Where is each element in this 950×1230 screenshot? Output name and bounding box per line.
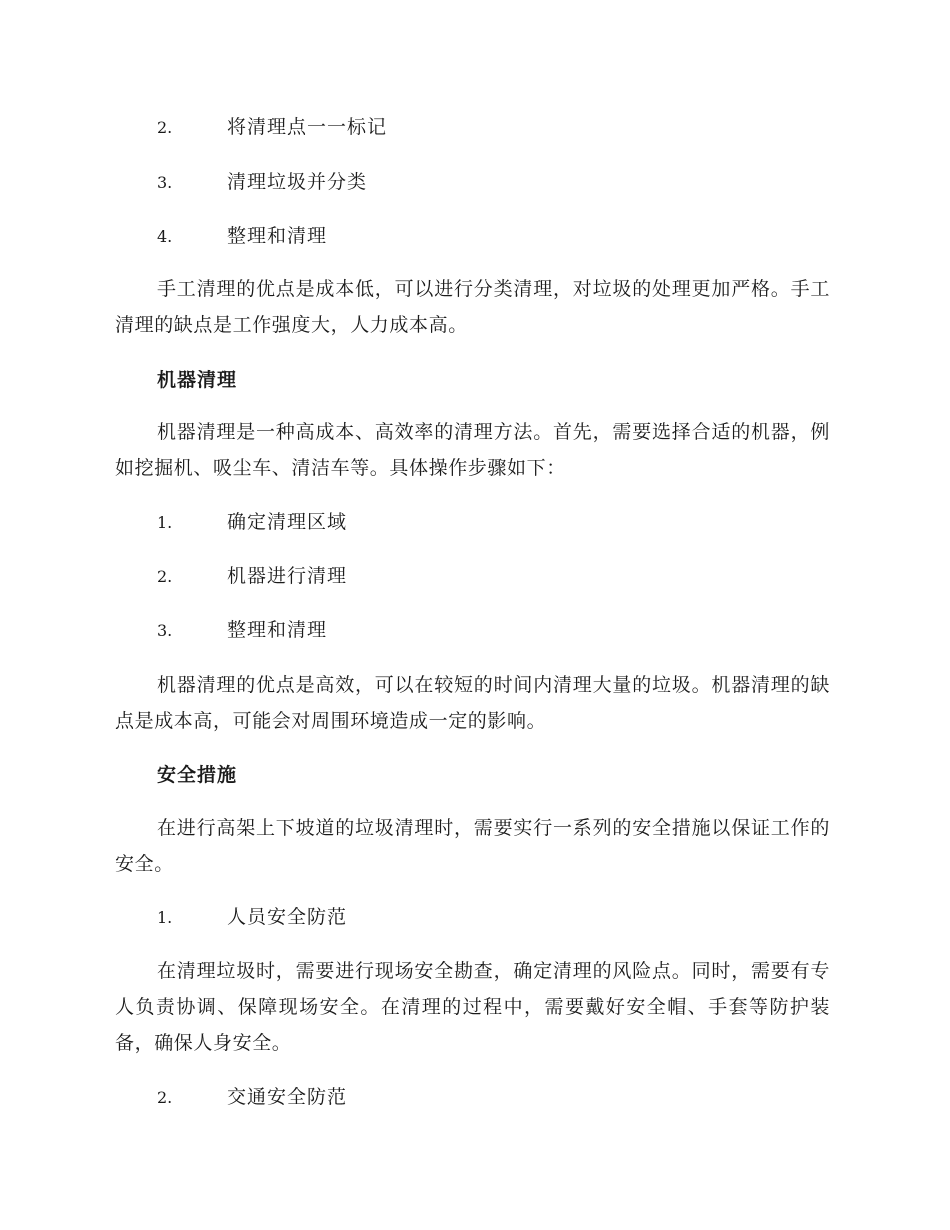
list-item [157,170,367,195]
list-number: 1. [157,908,173,927]
list-number: 1. [157,513,173,532]
list-number: 3. [157,173,173,192]
section-heading-safety: 安全措施 [157,764,238,786]
list-number: 4. [157,227,173,246]
safety-intro-paragraph: 在进行高架上下坡道的垃圾清理时，需要实行一系列的安全措施以保证工作的安全。 [115,817,830,875]
list-item [157,115,387,140]
list-number: 3. [157,621,173,640]
list-text: 交通安全防范 [227,1086,348,1108]
list-number: 2. [157,118,173,137]
list-text: 整理和清理 [227,619,328,641]
list-item [157,510,347,535]
list-text: 将清理点一一标记 [227,116,388,138]
list-text: 整理和清理 [227,225,328,247]
list-text: 确定清理区域 [227,511,348,533]
list-item [157,564,347,589]
machine-summary-paragraph: 机器清理的优点是高效，可以在较短的时间内清理大量的垃圾。机器清理的缺点是成本高，可能会对周围环境造成一定的影响。 [115,674,830,732]
safety-personnel-paragraph: 在清理垃圾时，需要进行现场安全勘查，确定清理的风险点。同时，需要有专人负责协调、保障现场安全。在清理的过程中，需要戴好安全帽、手套等防护装备，确保人身安全。 [115,960,830,1054]
machine-intro-paragraph: 机器清理是一种高成本、高效率的清理方法。首先，需要选择合适的机器，例如挖掘机、吸尘车、清洁车等。具体操作步骤如下： [115,421,830,479]
list-text: 清理垃圾并分类 [227,171,368,193]
list-item [157,1085,347,1110]
list-item [157,224,327,249]
list-number: 2. [157,1088,173,1107]
section-heading-machine: 机器清理 [157,369,238,391]
list-item [157,905,347,930]
list-text: 机器进行清理 [227,565,348,587]
list-text: 人员安全防范 [227,906,348,928]
manual-summary-paragraph: 手工清理的优点是成本低，可以进行分类清理，对垃圾的处理更加严格。手工清理的缺点是工作强度大，人力成本高。 [115,278,830,336]
list-item [157,618,327,643]
list-number: 2. [157,567,173,586]
